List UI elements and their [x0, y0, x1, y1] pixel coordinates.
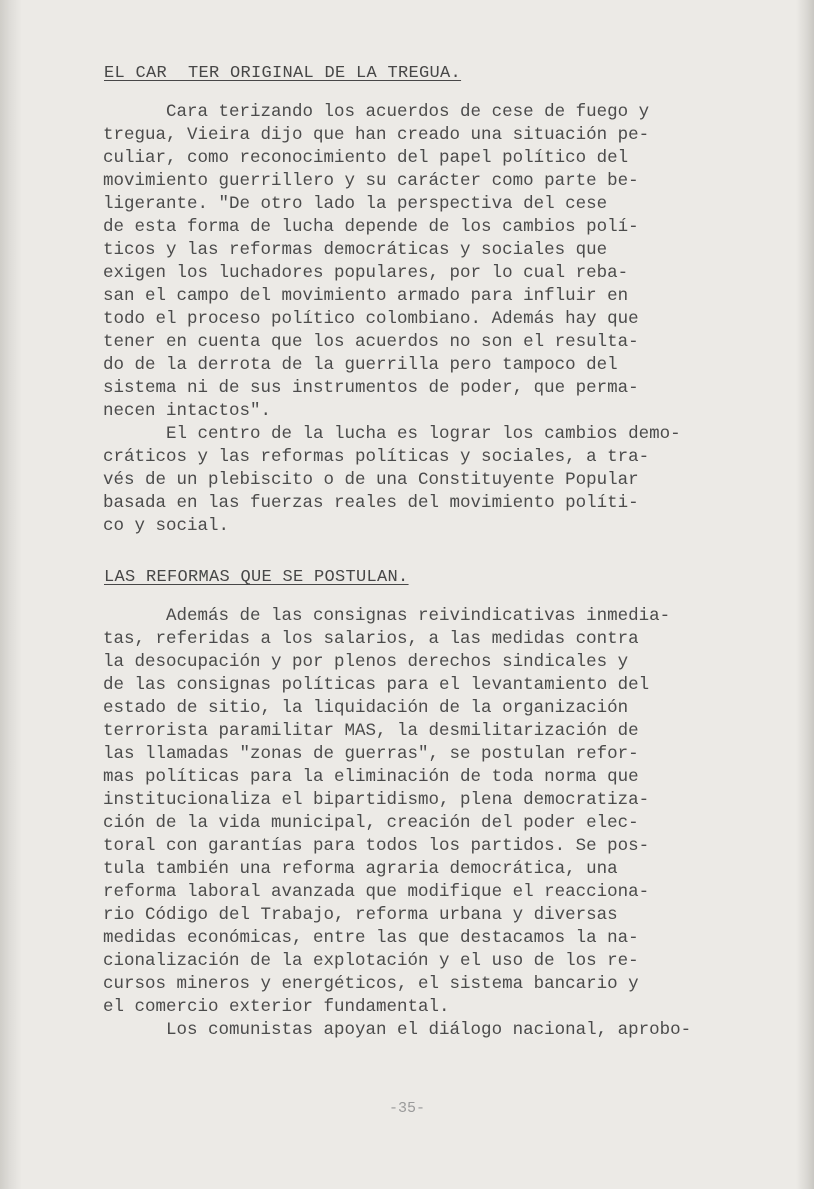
text-line: medidas económicas, entre las que destacamos la na- [103, 928, 639, 948]
text-line: cráticos y las reformas políticas y sociales, a tra- [103, 447, 650, 467]
text-line: Los comunistas apoyan el diálogo nacional, aprobo- [103, 1020, 692, 1040]
text-line: El centro de la lucha es lograr los cambios demo- [103, 424, 681, 444]
page-number: -35- [388, 1100, 425, 1117]
text-line: institucionaliza el bipartidismo, plena democratiza- [103, 790, 650, 810]
text-line: do de la derrota de la guerrilla pero tampoco del [103, 355, 618, 375]
text-line: rio Código del Trabajo, reforma urbana y diversas [103, 905, 618, 925]
text-line: reforma laboral avanzada que modifique el reacciona- [103, 882, 650, 902]
text-line: Además de las consignas reivindicativas inmedia- [103, 606, 671, 626]
section-heading-tregua: EL CAR TER ORIGINAL DE LA TREGUA. [104, 64, 462, 83]
text-line: de esta forma de lucha depende de los cambios polí- [103, 217, 639, 237]
text-line: todo el proceso político colombiano. Además hay que [103, 309, 639, 329]
text-line: movimiento guerrillero y su carácter como parte be- [103, 171, 639, 191]
section-heading-reformas: LAS REFORMAS QUE SE POSTULAN. [104, 568, 409, 587]
text-line: Cara terizando los acuerdos de cese de fuego y [103, 102, 650, 122]
text-line: las llamadas "zonas de guerras", se postulan refor- [103, 744, 639, 764]
text-line: tula también una reforma agraria democrática, una [103, 859, 618, 879]
text-line: tas, referidas a los salarios, a las medidas contra [103, 629, 639, 649]
text-line: el comercio exterior fundamental. [103, 997, 450, 1017]
text-line: de las consignas políticas para el levantamiento del [103, 675, 650, 695]
text-line: culiar, como reconocimiento del papel político del [103, 148, 629, 168]
text-line: ción de la vida municipal, creación del poder elec- [103, 813, 639, 833]
text-line: san el campo del movimiento armado para influir en [103, 286, 629, 306]
text-line: cursos mineros y energéticos, el sistema bancario y [103, 974, 639, 994]
text-line: necen intactos". [103, 401, 272, 421]
text-line: terrorista paramilitar MAS, la desmilitarización de [103, 721, 639, 741]
text-line: ligerante. "De otro lado la perspectiva del cese [103, 194, 608, 214]
text-line: co y social. [103, 516, 230, 536]
text-line: basada en las fuerzas reales del movimiento políti- [103, 493, 639, 513]
text-line: mas políticas para la eliminación de toda norma que [103, 767, 639, 787]
text-line: la desocupación y por plenos derechos sindicales y [103, 652, 629, 672]
text-line: sistema ni de sus instrumentos de poder, que perma- [103, 378, 639, 398]
text-line: ticos y las reformas democráticas y sociales que [103, 240, 608, 260]
text-line: toral con garantías para todos los partidos. Se pos- [103, 836, 650, 856]
text-line: cionalización de la explotación y el uso de los re- [103, 951, 639, 971]
text-line: estado de sitio, la liquidación de la organización [103, 698, 629, 718]
text-line: tregua, Vieira dijo que han creado una situación pe- [103, 125, 650, 145]
text-line: vés de un plebiscito o de una Constituyente Popular [103, 470, 639, 490]
text-line: exigen los luchadores populares, por lo cual reba- [103, 263, 629, 283]
text-line: tener en cuenta que los acuerdos no son el resulta- [103, 332, 639, 352]
